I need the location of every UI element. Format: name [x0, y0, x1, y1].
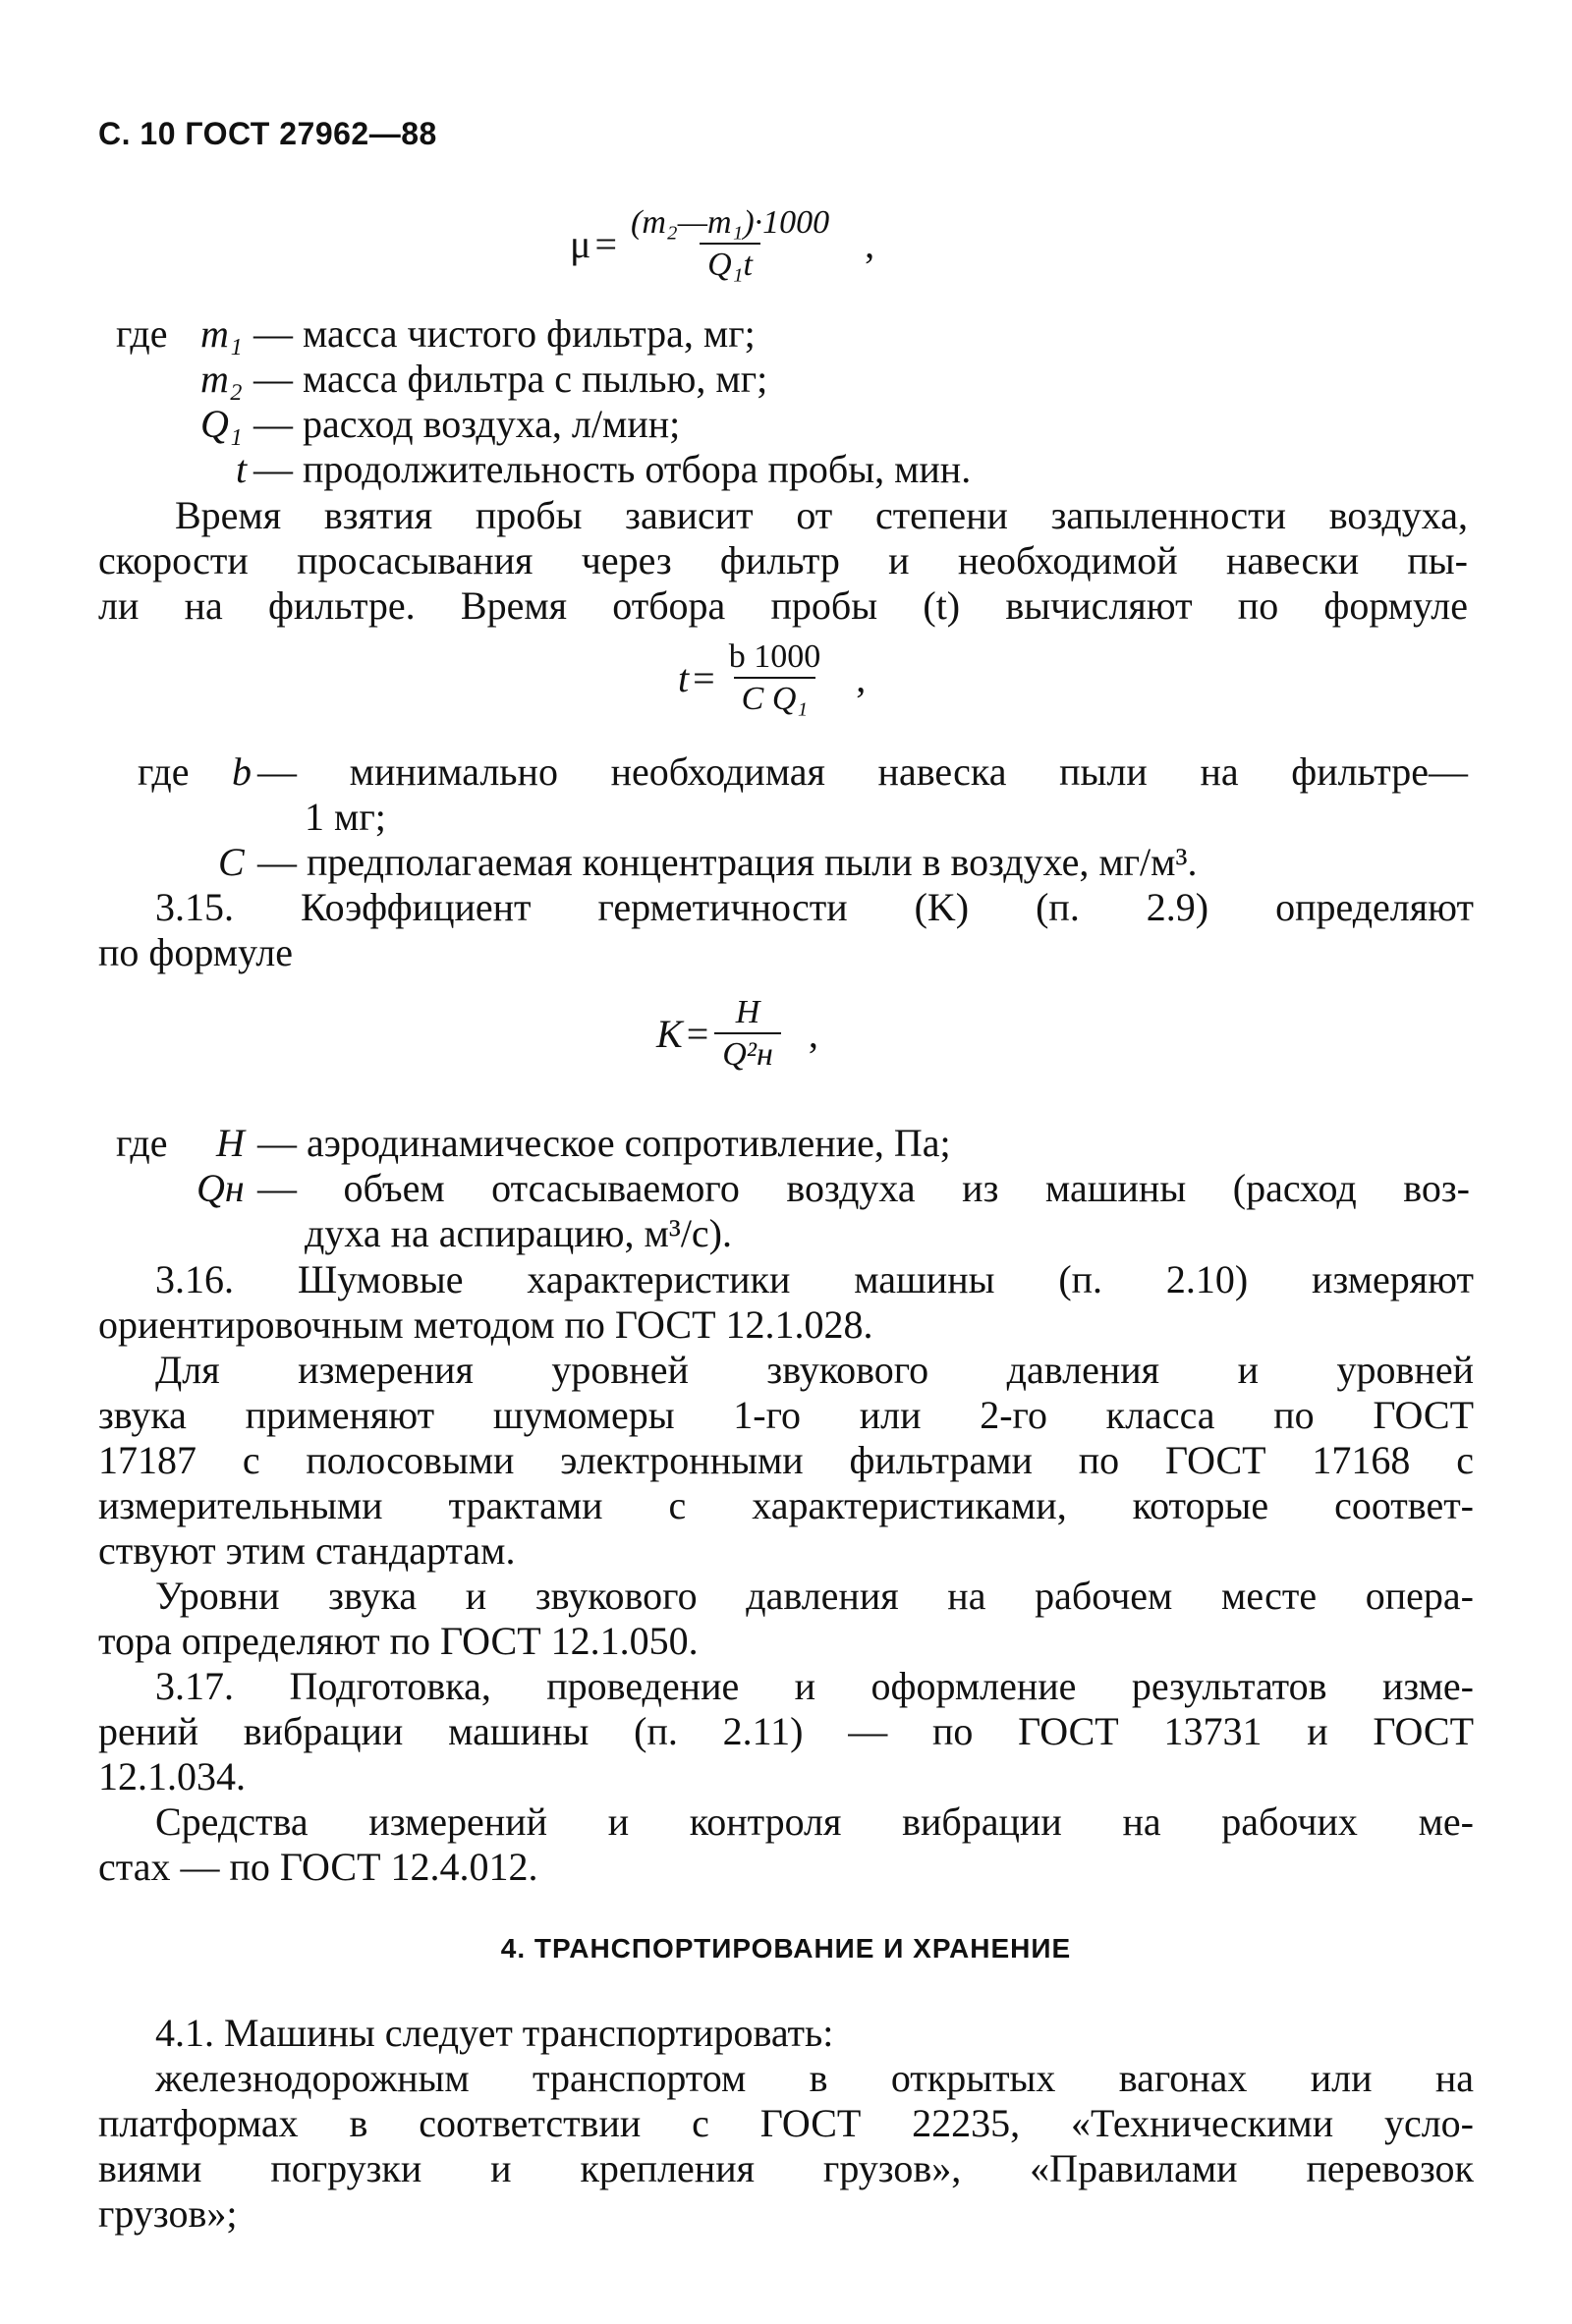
formula-k-fraction [714, 994, 781, 1074]
para-time-line-1: Время взятия пробы зависит от степени запыленности воздуха, [175, 493, 1468, 537]
legend-mu-text-m1: — масса чистого фильтра, мг; [253, 311, 756, 356]
para-41-line-2: железнодорожным транспортом в открытых вагонах или на [155, 2056, 1474, 2100]
para-time-line-2: скорости просасывания через фильтр и необходимой навески пы- [98, 538, 1468, 582]
formula-mu-lhs: μ [570, 221, 591, 266]
legend-t-text-b-cont: 1 мг; [305, 795, 386, 839]
para-vibration-line-2: стах — по ГОСТ 12.4.012. [98, 1845, 538, 1889]
legend-k-text-qn: — объем отсасываемого воздуха из машины (расход воз- [257, 1166, 1470, 1210]
formula-k-eq: = [686, 1011, 709, 1056]
formula-mu-fraction [623, 204, 837, 284]
para-317-line-2: рений вибрации машины (п. 2.11) — по ГОСТ 13731 и ГОСТ [98, 1709, 1474, 1753]
formula-mu [570, 204, 874, 284]
legend-k-symbol-h: H [216, 1121, 245, 1165]
formula-k-comma: , [808, 1011, 818, 1056]
formula-k-denominator: Q²н [714, 1032, 781, 1073]
formula-k [656, 994, 818, 1074]
running-header: С. 10 ГОСТ 27962—88 [98, 116, 437, 151]
para-317-line-3: 12.1.034. [98, 1754, 246, 1798]
formula-k-lhs: K [656, 1011, 683, 1056]
legend-mu-symbol-m1: m₁ [200, 311, 243, 356]
para-levels-line-1: Уровни звука и звукового давления на рабочем месте опера- [155, 1574, 1474, 1618]
legend-t-where: где [138, 749, 190, 794]
formula-t-numerator: b 1000 [728, 638, 821, 675]
formula-mu-numerator: (m₂—m₁)·1000 [631, 204, 830, 241]
formula-t-eq: = [693, 655, 715, 700]
legend-mu-text-t: — продолжительность отбора пробы, мин. [253, 447, 972, 491]
section-4-heading: 4. ТРАНСПОРТИРОВАНИЕ И ХРАНЕНИЕ [500, 1933, 1072, 1964]
formula-t-lhs: t [678, 655, 690, 700]
formula-t-fraction [721, 638, 829, 718]
formula-mu-denominator: Q₁t [700, 243, 760, 283]
para-noise-line-4: измерительными трактами с характеристиками, которые соответ- [98, 1483, 1474, 1527]
para-41-line-4: виями погрузки и крепления грузов», «Правилами перевозок [98, 2146, 1474, 2190]
para-315-line-1: 3.15. Коэффициент герметичности (K) (п. 2.9) определяют [155, 885, 1474, 929]
para-316-line-1: 3.16. Шумовые характеристики машины (п. 2.10) измеряют [155, 1257, 1474, 1301]
legend-mu-symbol-t: t [236, 447, 248, 491]
para-41-line-1: 4.1. Машины следует транспортировать: [155, 2011, 834, 2055]
para-noise-line-2: звука применяют шумомеры 1-го или 2-го класса по ГОСТ [98, 1393, 1474, 1437]
para-316-line-2: ориентировочным методом по ГОСТ 12.1.028. [98, 1302, 873, 1347]
legend-t-symbol-c: C [218, 840, 245, 884]
formula-t [678, 638, 866, 718]
legend-t-text-c: — предполагаемая концентрация пыли в воздухе, мг/м³. [257, 840, 1198, 884]
para-noise-line-3: 17187 с полосовыми электронными фильтрами по ГОСТ 17168 с [98, 1438, 1474, 1482]
legend-t-text-b: — минимально необходимая навеска пыли на фильтре— [257, 749, 1468, 794]
formula-t-comma: , [856, 655, 867, 700]
para-noise-line-1: Для измерения уровней звукового давления и уровней [155, 1348, 1474, 1392]
para-time-line-3: ли на фильтре. Время отбора пробы (t) вычисляют по формуле [98, 583, 1468, 628]
para-315-line-2: по формуле [98, 930, 293, 974]
para-41-line-3: платформах в соответствии с ГОСТ 22235, «Техническими усло- [98, 2101, 1474, 2145]
formula-k-numerator: H [735, 994, 760, 1030]
legend-mu-symbol-q1: Q₁ [200, 402, 243, 446]
para-vibration-line-1: Средства измерений и контроля вибрации на рабочих ме- [155, 1799, 1474, 1844]
para-noise-line-5: ствуют этим стандартам. [98, 1528, 516, 1573]
legend-mu-text-m2: — масса фильтра с пылью, мг; [253, 357, 768, 401]
legend-k-text-h: — аэродинамическое сопротивление, Па; [257, 1121, 951, 1165]
legend-k-symbol-qn: Qн [196, 1166, 245, 1210]
legend-t-symbol-b: b [232, 749, 252, 794]
para-41-line-5: грузов»; [98, 2191, 238, 2236]
legend-mu-text-q1: — расход воздуха, л/мин; [253, 402, 681, 446]
para-levels-line-2: тора определяют по ГОСТ 12.1.050. [98, 1619, 699, 1663]
legend-k-where: где [116, 1121, 168, 1165]
legend-mu-symbol-m2: m₂ [200, 357, 243, 401]
formula-mu-comma: , [865, 221, 875, 266]
legend-k-text-qn-cont: духа на аспирацию, м³/с). [305, 1211, 732, 1255]
para-317-line-1: 3.17. Подготовка, проведение и оформление результатов изме- [155, 1664, 1474, 1708]
legend-mu-where: где [116, 311, 168, 356]
formula-t-denominator: C Q₁ [734, 677, 816, 717]
formula-mu-eq: = [594, 221, 618, 266]
